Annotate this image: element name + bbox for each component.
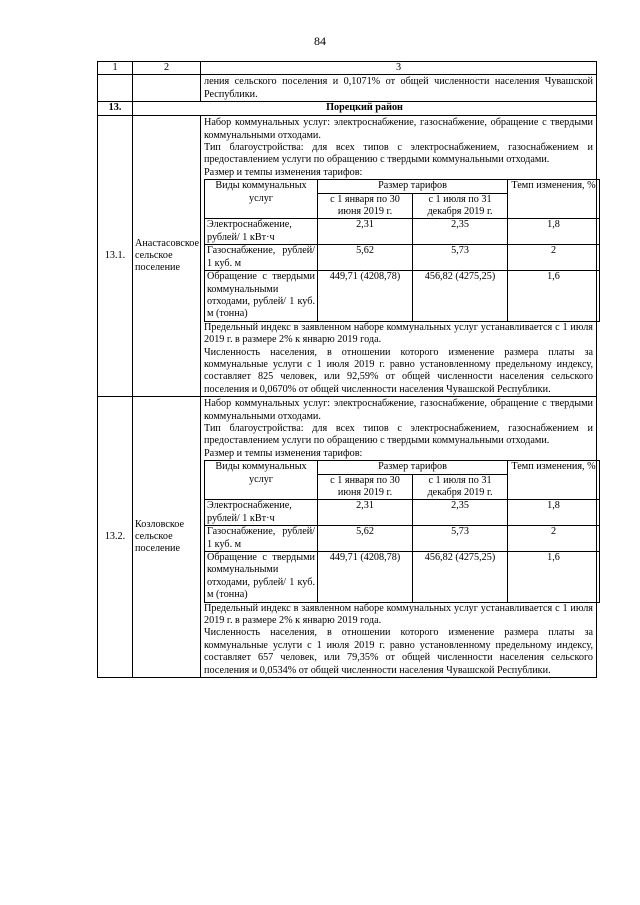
service-name: Обращение с твердыми коммунальными отходами, рублей/ 1 куб. м (тонна) — [205, 271, 318, 322]
header-period-1: с 1 января по 30 июня 2019 г. — [318, 193, 413, 219]
service-name: Электроснабжение, рублей/ 1 кВт·ч — [205, 500, 318, 526]
table-row — [98, 397, 597, 678]
rates-caption: Размер и темпы изменения тарифов: — [204, 166, 363, 178]
carryover-text: ления сельского поселения и 0,1071% от общей численности населения Чувашской Республики. — [201, 75, 597, 102]
header-period-2: с 1 июля по 31 декабря 2019 г. — [413, 474, 508, 500]
service-set-text: Набор коммунальных услуг: электроснабжение, газоснабжение, обращение с твердыми коммунальными отходами. — [204, 117, 593, 141]
rates-caption: Размер и темпы изменения тарифов: — [204, 447, 363, 459]
section-row — [98, 102, 597, 116]
service-name: Обращение с твердыми коммунальными отходами, рублей/ 1 куб. м (тонна) — [205, 552, 318, 603]
column-number-1: 1 — [98, 62, 133, 75]
column-number-3: 3 — [201, 62, 597, 75]
tariff-value-1: 449,71 (4208,78) — [318, 552, 413, 603]
tariff-value-2: 2,35 — [413, 500, 508, 526]
tariff-rate: 1,6 — [508, 271, 600, 322]
improvement-type-text: Тип благоустройства: для всех типов с электроснабжением, газоснабжением и предоставлением услуги по обращению с твердыми коммунальными отходами. — [204, 142, 593, 166]
tariff-row — [205, 526, 600, 552]
tariff-row — [205, 219, 600, 245]
header-rate: Темп изменения, % — [508, 461, 600, 500]
header-size: Размер тарифов — [318, 461, 508, 474]
tariff-value-1: 5,62 — [318, 245, 413, 271]
settlement-name: Анастасовское сельское поселение — [133, 116, 201, 397]
section-number: 13. — [98, 102, 133, 116]
section-title: Порецкий район — [133, 102, 597, 116]
limit-index-text: Предельный индекс в заявленном наборе коммунальных услуг устанавливается с 1 июля 2019 г. в размере 2% к январю 2019 года. — [204, 602, 593, 627]
tariff-rate: 2 — [508, 526, 600, 552]
settlement-name: Козловское сельское поселение — [133, 397, 201, 678]
service-set-text: Набор коммунальных услуг: электроснабжение, газоснабжение, обращение с твердыми коммунальными отходами. — [204, 398, 593, 422]
header-rate: Темп изменения, % — [508, 180, 600, 219]
tariff-value-1: 2,31 — [318, 500, 413, 526]
header-size: Размер тарифов — [318, 180, 508, 193]
entry-content — [201, 116, 597, 397]
service-name: Электроснабжение, рублей/ 1 кВт·ч — [205, 219, 318, 245]
tariff-value-1: 449,71 (4208,78) — [318, 271, 413, 322]
header-kind: Виды коммунальных услуг — [205, 461, 318, 500]
tariff-value-2: 5,73 — [413, 526, 508, 552]
tariff-row — [205, 245, 600, 271]
population-text: Численность населения, в отношении которого изменение размера платы за коммунальные услуги с 1 июля 2019 г. равно установленному предельному индексу, составляет 825 человек, или 92,59% от общей численности населения сельского поселения и 0,0670% от общей численности населения Чувашской Республики. — [204, 346, 593, 395]
main-table — [97, 61, 597, 678]
tariff-table — [204, 460, 600, 602]
tariff-table — [204, 179, 600, 321]
tariff-value-2: 456,82 (4275,25) — [413, 271, 508, 322]
tariff-rate: 1,6 — [508, 552, 600, 603]
tariff-row — [205, 271, 600, 322]
tariff-value-2: 5,73 — [413, 245, 508, 271]
header-kind: Виды коммунальных услуг — [205, 180, 318, 219]
carryover-row — [98, 75, 597, 102]
service-name: Газоснабжение, рублей/ 1 куб. м — [205, 526, 318, 552]
column-number-2: 2 — [133, 62, 201, 75]
improvement-type-text: Тип благоустройства: для всех типов с электроснабжением, газоснабжением и предоставлением услуги по обращению с твердыми коммунальными отходами. — [204, 422, 593, 447]
tariff-value-1: 2,31 — [318, 219, 413, 245]
limit-index-text: Предельный индекс в заявленном наборе коммунальных услуг устанавливается с 1 июля 2019 г. в размере 2% к январю 2019 года. — [204, 321, 593, 346]
tariff-rate: 1,8 — [508, 219, 600, 245]
table-row — [98, 116, 597, 397]
tariff-rate: 1,8 — [508, 500, 600, 526]
population-text: Численность населения, в отношении которого изменение размера платы за коммунальные услуги с 1 июля 2019 г. равно установленному предельному индексу, составляет 657 человек, или 79,35% от общей численности населения сельского поселения и 0,0534% от общей численности населения Чувашской Республики. — [204, 627, 593, 676]
column-number-row — [98, 62, 597, 75]
tariff-value-2: 2,35 — [413, 219, 508, 245]
header-period-2: с 1 июля по 31 декабря 2019 г. — [413, 193, 508, 219]
entry-number: 13.2. — [98, 397, 133, 678]
tariff-rate: 2 — [508, 245, 600, 271]
entry-number: 13.1. — [98, 116, 133, 397]
tariff-row — [205, 500, 600, 526]
header-period-1: с 1 января по 30 июня 2019 г. — [318, 474, 413, 500]
tariff-value-2: 456,82 (4275,25) — [413, 552, 508, 603]
service-name: Газоснабжение, рублей/ 1 куб. м — [205, 245, 318, 271]
tariff-row — [205, 552, 600, 603]
tariff-value-1: 5,62 — [318, 526, 413, 552]
page-number: 84 — [314, 34, 326, 48]
entry-content — [201, 397, 597, 678]
